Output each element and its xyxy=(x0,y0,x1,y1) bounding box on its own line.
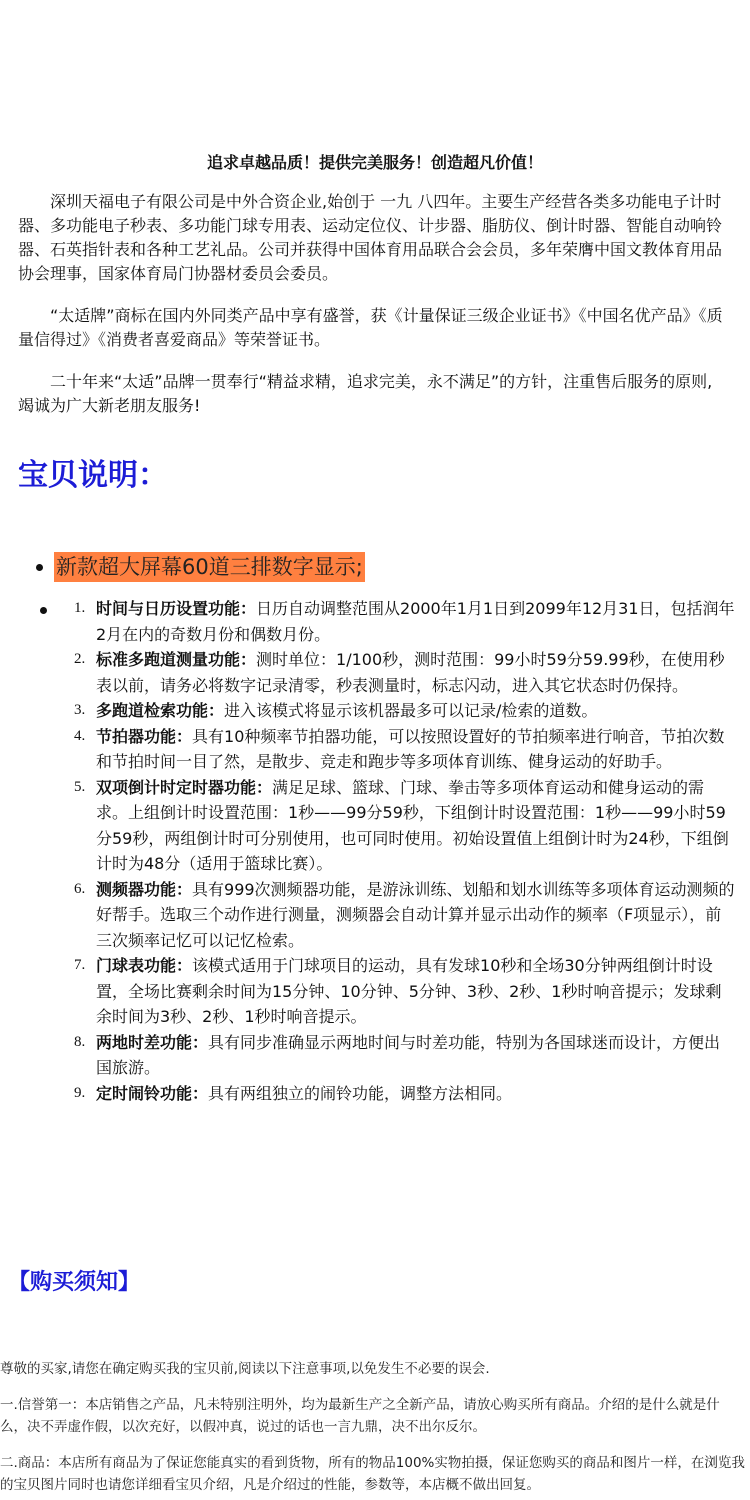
feature-number: 3. xyxy=(74,702,86,718)
feature-text: 具有两组独立的闹铃功能，调整方法相同。 xyxy=(208,1083,513,1103)
feature-title: 标准多跑道测量功能： xyxy=(96,650,257,669)
feature-title: 时间与日历设置功能： xyxy=(96,599,257,618)
feature-text: 进入该模式将显示该机器最多可以记录/检索的道数。 xyxy=(224,701,598,720)
feature-item xyxy=(74,698,736,724)
feature-number: 9. xyxy=(74,1084,86,1101)
feature-number: 1. xyxy=(74,600,86,616)
brand-honors-paragraph: “太适牌”商标在国内外同类产品中享有盛誉，获《计量保证三级企业证书》《中国名优产品》《质量信得过》《消费者喜爱商品》等荣誉证书。 xyxy=(18,306,723,349)
feature-text: 该模式适用于门球项目的运动，具有发球10秒和全场30分钟两组倒计时设置，全场比赛剩余时间为15分钟、10分钟、5分钟、3秒、2秒、1秒时响音提示；发球剩余时间为3秒、2秒、1秒时响音提示。 xyxy=(96,956,722,1026)
feature-number: 2. xyxy=(74,651,86,667)
feature-number: 4. xyxy=(74,727,86,744)
feature-number: 8. xyxy=(74,1033,86,1050)
feature-item xyxy=(74,647,736,698)
feature-item xyxy=(74,1081,736,1107)
feature-title: 双项倒计时定时器功能： xyxy=(96,777,273,797)
slogan-heading: 追求卓越品质！提供完美服务！创造超凡价值！ xyxy=(206,153,543,172)
feature-number: 7. xyxy=(74,957,86,973)
feature-title: 门球表功能： xyxy=(96,956,193,975)
feature-text: 具有10种频率节拍器功能，可以按照设置好的节拍频率进行响音，节拍次数和节拍时间一目了然，是散步、竞走和跑步等多项体育训练、健身运动的好助手。 xyxy=(96,726,725,771)
feature-title: 多跑道检索功能： xyxy=(96,701,225,720)
feature-text: 满足足球、篮球、门球、拳击等多项体育运动和健身运动的需求。上组倒计时设置范围：1秒——99分59秒，下组倒计时设置范围：1秒——99小时59分59秒，两组倒计时可分别使用，也可同时使用。初始设置值上组倒计时为24秒，下组倒计时为48分（适用于篮球比赛）。 xyxy=(96,777,729,873)
feature-item xyxy=(74,596,736,647)
highlight-text: 新款超大屏幕60道三排数字显示; xyxy=(54,552,365,582)
bullet-icon xyxy=(36,564,43,571)
feature-text: 具有999次测频器功能，是游泳训练、划船和划水训练等多项体育运动测频的好帮手。选取三个动作进行测量，测频器会自动计算并显示出动作的频率（F项显示），前三次频率记忆可以记忆检索。 xyxy=(96,879,735,950)
feature-item xyxy=(74,953,736,1030)
highlight-bullet-item xyxy=(36,550,365,584)
purchase-notice-heading: 【购买须知】 xyxy=(8,1270,141,1295)
bullet-icon xyxy=(40,607,47,614)
feature-text: 测时单位：1/100秒，测时范围：99小时59分59.99秒，在使用秒表以前，请务必将数字记录清零，秒表测量时，标志闪动，进入其它状态时仍保持。 xyxy=(96,650,725,695)
service-policy-paragraph: 二十年来“太适”品牌一贯奉行“精益求精，追求完美，永不满足”的方针，注重售后服务的原则, 竭诚为广大新老朋友服务! xyxy=(18,372,713,415)
purchase-notice-reputation: 一.信誉第一：本店销售之产品，凡未特别注明外，均为最新生产之全新产品，请放心购买所有商品。介绍的是什么就是什么，决不弄虚作假，以次充好，以假冲真，说过的话也一言九鼎，决不出尔反尔。 xyxy=(0,1397,720,1435)
company-intro-paragraph: 深圳天福电子有限公司是中外合资企业,始创于 一九 八四年。主要生产经营各类多功能电子计时器、多功能电子秒表、多功能门球专用表、运动定位仪、计步器、脂肪仪、倒计时器、智能自动响铃器、石英指针表和各种工艺礼品。公司并获得中国体育用品联合会会员，多年荣膺中国文教体育用品协会理事，国家体育局门协器材委员会委员。 xyxy=(18,192,723,283)
feature-item xyxy=(74,775,736,877)
purchase-notice-intro: 尊敬的买家,请您在确定购买我的宝贝前,阅读以下注意事项,以免发生不必要的误会. xyxy=(0,1361,490,1377)
feature-item xyxy=(74,724,736,775)
feature-title: 测频器功能： xyxy=(96,879,193,899)
feature-text: 日历自动调整范围从2000年1月1日到2099年12月31日，包括润年2月在内的奇数月份和偶数月份。 xyxy=(96,599,735,644)
feature-number: 6. xyxy=(74,880,86,897)
purchase-notice-goods: 二.商品：本店所有商品为了保证您能真实的看到货物，所有的物品100%实物拍摄，保证您购买的商品和图片一样，在浏览我的宝贝图片同时也请您详细看宝贝介绍，凡是介绍过的性能，参数等，本店概不做出回复。 xyxy=(0,1455,745,1493)
feature-item xyxy=(74,877,736,954)
feature-title: 节拍器功能： xyxy=(96,726,193,746)
feature-title: 定时闹铃功能： xyxy=(96,1083,209,1103)
feature-item xyxy=(74,1030,736,1081)
product-description-heading: 宝贝说明： xyxy=(18,458,168,493)
feature-title: 两地时差功能： xyxy=(96,1032,209,1052)
feature-text: 具有同步准确显示两地时间与时差功能，特别为各国球迷而设计，方便出国旅游。 xyxy=(96,1032,721,1077)
feature-number: 5. xyxy=(74,778,86,795)
feature-list xyxy=(74,596,736,1106)
